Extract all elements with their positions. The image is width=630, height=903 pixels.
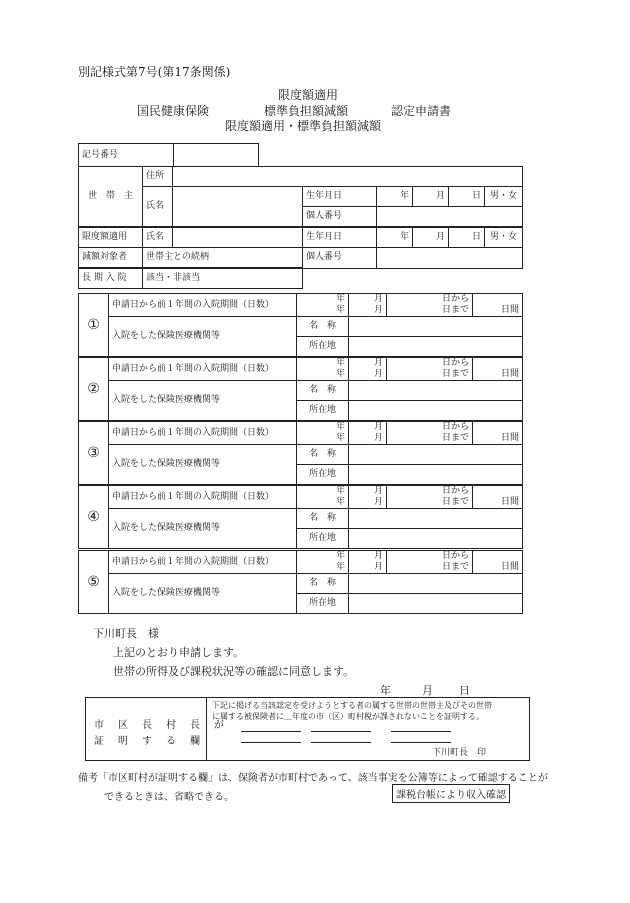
from-day-label: 日から	[387, 486, 473, 498]
facility-location-field[interactable]	[349, 529, 523, 549]
birth-day: 日	[449, 187, 485, 207]
facility-name-label: 名 称	[297, 509, 349, 529]
from-day-label: 日から	[387, 358, 473, 370]
period-number: ①	[79, 294, 109, 357]
facility-name-field[interactable]	[349, 381, 523, 401]
period-table	[78, 421, 523, 485]
facility-location-label: 所在地	[297, 401, 349, 421]
from-year: 年	[297, 358, 349, 370]
facility-location-field[interactable]	[349, 337, 523, 357]
to-month: 月	[349, 369, 387, 381]
name-label: 氏名	[143, 187, 173, 228]
long-stay-applicable[interactable]: 該当・非該当	[143, 268, 303, 289]
certification-box	[85, 697, 530, 761]
period-number: ⑤	[79, 551, 109, 614]
from-year: 年	[297, 551, 349, 563]
facility-label: 入院をした保険医療機関等	[109, 509, 297, 549]
to-month: 月	[349, 562, 387, 574]
date-year: 年	[380, 684, 391, 697]
facility-location-field[interactable]	[349, 594, 523, 614]
to-year: 年	[297, 433, 349, 445]
to-month: 月	[349, 433, 387, 445]
facility-location-label: 所在地	[297, 594, 349, 614]
days-unit: 日間	[473, 486, 523, 509]
record-number-label: 記号番号	[79, 144, 174, 167]
cert-text-1: 下記に掲げる当該認定を受けようとする者の属する世帯の世帯主及びその世帯	[212, 701, 492, 710]
from-month: 月	[349, 551, 387, 563]
to-day-label: 日まで	[387, 305, 473, 317]
note-line-2: できるときは、省略できる。	[104, 792, 234, 803]
cert-label-2: 証 明 す る 欄	[94, 736, 202, 747]
period-table	[78, 485, 523, 549]
facility-name-field[interactable]	[349, 574, 523, 594]
from-month: 月	[349, 486, 387, 498]
head-name-field[interactable]	[173, 187, 303, 228]
addressee: 下川町長 様	[93, 627, 159, 640]
to-day-label: 日まで	[387, 562, 473, 574]
birth-label: 生年月日	[303, 187, 377, 207]
from-day-label: 日から	[387, 294, 473, 306]
to-month: 月	[349, 305, 387, 317]
period-table	[78, 293, 523, 357]
date-day: 日	[459, 684, 470, 697]
to-year: 年	[297, 369, 349, 381]
cert-text-2: に属する被保険者に＿年度の市（区）町村税が課されないことを証明する。	[212, 712, 484, 721]
from-month: 月	[349, 358, 387, 370]
personal-no-label: 個人番号	[303, 207, 377, 228]
facility-label: 入院をした保険医療機関等	[109, 574, 297, 614]
from-year: 年	[297, 294, 349, 306]
title-center: 標準負担額減額	[264, 104, 349, 118]
title-line-1: 限度額適用	[278, 88, 339, 102]
income-confirmation-stamp: 課税台帳により収入確認	[392, 784, 510, 803]
facility-location-label: 所在地	[297, 337, 349, 357]
title-left: 国民健康保険	[137, 104, 210, 118]
facility-name-field[interactable]	[349, 509, 523, 529]
target-birth-month: 月	[413, 227, 449, 248]
birth-month: 月	[413, 187, 449, 207]
record-number-field[interactable]	[174, 144, 259, 167]
from-month: 月	[349, 294, 387, 306]
target-birth-day: 日	[449, 227, 485, 248]
household-head-label: 世 帯 主	[79, 167, 143, 228]
long-stay-label: 長 期 入 院	[79, 268, 143, 289]
facility-location-field[interactable]	[349, 465, 523, 485]
applicant-table	[78, 166, 523, 289]
from-year: 年	[297, 486, 349, 498]
facility-name-field[interactable]	[349, 317, 523, 337]
facility-location-label: 所在地	[297, 465, 349, 485]
to-day-label: 日まで	[387, 497, 473, 509]
facility-name-label: 名 称	[297, 574, 349, 594]
address-field[interactable]	[173, 167, 523, 187]
date-month: 月	[422, 684, 433, 697]
target-label-1: 限度額適用	[79, 227, 143, 248]
to-day-label: 日まで	[387, 433, 473, 445]
from-day-label: 日から	[387, 422, 473, 434]
facility-name-label: 名 称	[297, 317, 349, 337]
target-sex-field[interactable]: 男・女	[485, 227, 523, 248]
facility-location-field[interactable]	[349, 401, 523, 421]
facility-label: 入院をした保険医療機関等	[109, 381, 297, 421]
facility-name-label: 名 称	[297, 445, 349, 465]
from-year: 年	[297, 422, 349, 434]
target-personal-no-label: 個人番号	[303, 248, 377, 269]
facility-location-label: 所在地	[297, 529, 349, 549]
period-number: ④	[79, 486, 109, 549]
target-personal-no-field[interactable]	[377, 248, 523, 269]
to-year: 年	[297, 497, 349, 509]
to-day-label: 日まで	[387, 369, 473, 381]
from-month: 月	[349, 422, 387, 434]
period-days-label: 申請日から前１年間の入院期間（日数）	[109, 358, 297, 381]
form-number: 別記様式第7号(第17条関係)	[78, 65, 231, 79]
address-label: 住所	[143, 167, 173, 187]
period-days-label: 申請日から前１年間の入院期間（日数）	[109, 551, 297, 574]
cert-label-1: 市 区 長 村 長 が	[94, 720, 226, 731]
target-birth-year: 年	[377, 227, 413, 248]
facility-name-field[interactable]	[349, 445, 523, 465]
from-day-label: 日から	[387, 551, 473, 563]
relation-label: 世帯主との続柄	[143, 248, 303, 269]
birth-year: 年	[377, 187, 413, 207]
days-unit: 日間	[473, 551, 523, 574]
days-unit: 日間	[473, 358, 523, 381]
days-unit: 日間	[473, 294, 523, 317]
target-name-label: 氏名	[143, 227, 173, 248]
target-name-field[interactable]	[173, 227, 303, 248]
days-unit: 日間	[473, 422, 523, 445]
facility-label: 入院をした保険医療機関等	[109, 445, 297, 485]
target-birth-label: 生年月日	[303, 227, 377, 248]
personal-no-field[interactable]	[377, 207, 523, 228]
consent-statement: 世帯の所得及び課税状況等の確認に同意します。	[113, 665, 355, 678]
period-table	[78, 357, 523, 421]
period-days-label: 申請日から前１年間の入院期間（日数）	[109, 486, 297, 509]
to-month: 月	[349, 497, 387, 509]
to-year: 年	[297, 305, 349, 317]
cert-signer: 下川町長 印	[432, 748, 487, 758]
sex-field[interactable]: 男・女	[485, 187, 523, 207]
title-right: 認定申請書	[391, 104, 452, 118]
title-line-3: 限度額適用・標準負担額減額	[225, 119, 382, 133]
period-table	[78, 550, 523, 614]
period-days-label: 申請日から前１年間の入院期間（日数）	[109, 422, 297, 445]
apply-statement: 上記のとおり申請します。	[113, 646, 245, 659]
facility-label: 入院をした保険医療機関等	[109, 317, 297, 357]
target-label-2: 減額対象者	[79, 248, 143, 269]
record-number-table	[78, 143, 259, 167]
period-number: ②	[79, 358, 109, 421]
facility-name-label: 名 称	[297, 381, 349, 401]
period-number: ③	[79, 422, 109, 485]
note-line-1: 備考「市区町村が証明する欄」は、保険者が市町村であって、該当事実を公簿等によって確認することが	[78, 773, 548, 784]
period-days-label: 申請日から前１年間の入院期間（日数）	[109, 294, 297, 317]
to-year: 年	[297, 562, 349, 574]
